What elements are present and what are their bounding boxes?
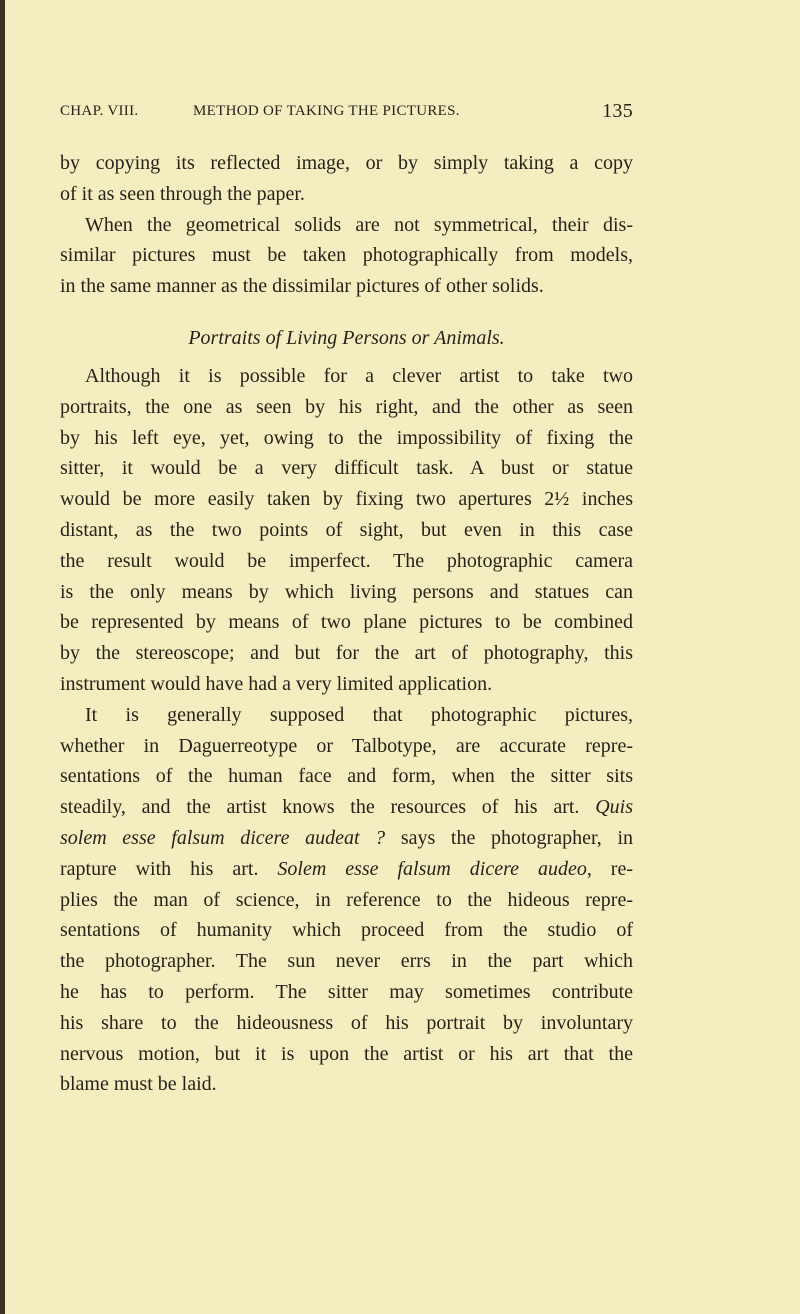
latin-quote: solem esse falsum dicere audeat ? bbox=[60, 826, 386, 849]
text-segment: , re- bbox=[586, 857, 633, 880]
text-line: plies the man of science, in reference to the hideous repre- bbox=[60, 888, 633, 911]
text-segment: says the photographer, in bbox=[385, 826, 634, 849]
text-line: of it as seen through the paper. bbox=[60, 182, 305, 205]
text-line: instrument would have had a very limited application. bbox=[60, 672, 493, 695]
paragraph-block-1 bbox=[60, 148, 633, 302]
section-heading: Portraits of Living Persons or Animals. bbox=[188, 327, 505, 349]
text-line: whether in Daguerreotype or Talbotype, are accurate repre- bbox=[60, 734, 633, 757]
text-line: he has to perform. The sitter may sometimes contribute bbox=[60, 980, 633, 1003]
text-line: portraits, the one as seen by his right, and the other as seen bbox=[60, 395, 633, 418]
text-line bbox=[60, 792, 633, 823]
text-line: When the geometrical solids are not symmetrical, their dis- bbox=[85, 213, 633, 236]
paragraph-block-2 bbox=[60, 361, 633, 1100]
text-line: nervous motion, but it is upon the artist or his art that the bbox=[60, 1042, 633, 1065]
text-line: his share to the hideousness of his portrait by involuntary bbox=[60, 1011, 633, 1034]
text-line: by copying its reflected image, or by simply taking a copy bbox=[60, 152, 633, 174]
text-line: sitter, it would be a very difficult task. A bust or statue bbox=[60, 457, 633, 480]
text-segment: rapture with his art. bbox=[60, 857, 278, 880]
page-number: 135 bbox=[602, 100, 633, 122]
page-binding-edge bbox=[0, 0, 5, 1314]
text-line: would be more easily taken by fixing two apertures 2½ inches bbox=[60, 488, 633, 511]
text-line: Although it is possible for a clever artist to take two bbox=[85, 365, 633, 387]
text-line: in the same manner as the dissimilar pictures of other solids. bbox=[60, 275, 544, 298]
chapter-label: CHAP. VIII. bbox=[60, 103, 139, 119]
text-line bbox=[60, 854, 633, 885]
text-line: similar pictures must be taken photographically from models, bbox=[60, 244, 633, 267]
text-line: distant, as the two points of sight, but even in this case bbox=[60, 518, 633, 541]
text-segment: steadily, and the artist knows the resources of his art. bbox=[60, 796, 596, 819]
text-line: the photographer. The sun never errs in the part which bbox=[60, 950, 633, 973]
text-line: sentations of the human face and form, when the sitter sits bbox=[60, 765, 633, 788]
text-line: is the only means by which living persons and statues can bbox=[60, 580, 633, 603]
latin-quote: Quis bbox=[595, 796, 633, 819]
text-line: blame must be laid. bbox=[60, 1073, 217, 1096]
text-line bbox=[60, 823, 633, 854]
running-title: METHOD OF TAKING THE PICTURES. bbox=[193, 103, 460, 119]
latin-quote: Solem esse falsum dicere audeo bbox=[277, 857, 587, 880]
text-line: by the stereoscope; and but for the art of photography, this bbox=[60, 642, 633, 665]
text-line: by his left eye, yet, owing to the impossibility of fixing the bbox=[60, 426, 633, 449]
text-line: the result would be imperfect. The photographic camera bbox=[60, 549, 633, 572]
text-line: It is generally supposed that photographic pictures, bbox=[85, 703, 633, 726]
running-header bbox=[60, 100, 633, 125]
text-line: be represented by means of two plane pictures to be combined bbox=[60, 611, 633, 634]
text-line: sentations of humanity which proceed from the studio of bbox=[60, 919, 633, 942]
